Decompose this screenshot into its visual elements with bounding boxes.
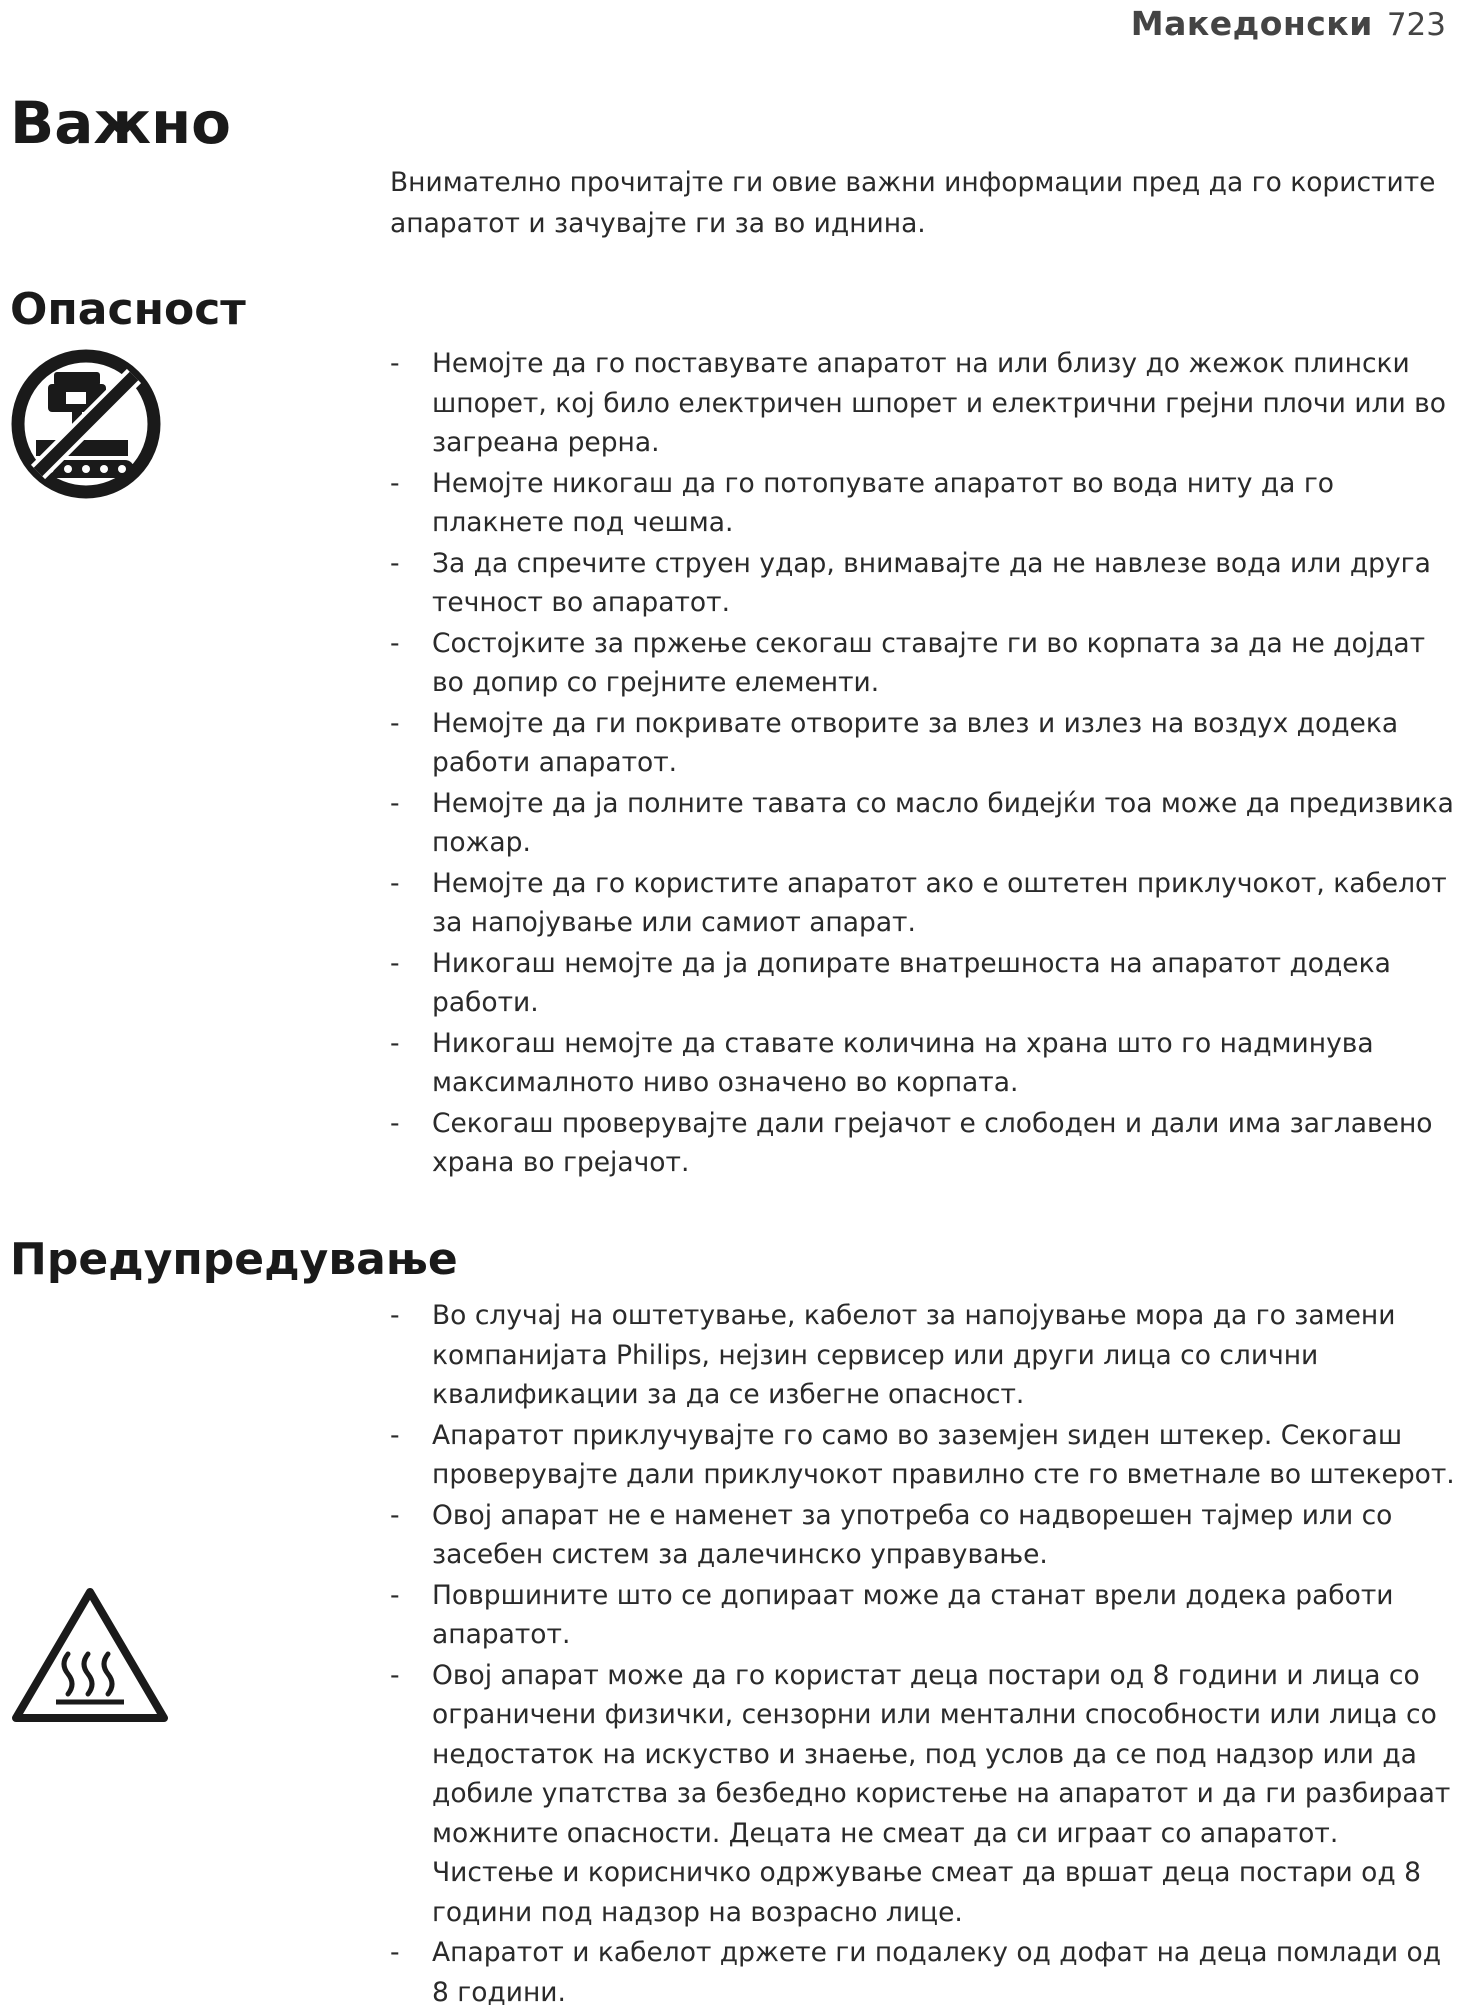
list-item: - Во случај на оштетување, кабелот за напојување мора да го замени компанијата Philips, нејзин сервисер или други лица со слични квалификации за да се избегне опасност. bbox=[390, 1300, 1396, 1410]
list-item: - Немојте да ја полните тавата со масло бидејќи тоа може да предизвика пожар. bbox=[390, 787, 1454, 858]
danger-list bbox=[390, 344, 1458, 1184]
list-item: - Секогаш проверувајте дали грејачот е слободен и дали има заглавено храна во грејачот. bbox=[390, 1107, 1433, 1178]
list-item: - За да спречите струен удар, внимавајте да не навлезе вода или друга течност во апаратот. bbox=[390, 547, 1431, 618]
list-item: - Немојте да ги покривате отворите за влез и излез на воздух додека работи апаратот. bbox=[390, 707, 1399, 778]
list-item: - Овој апарат не е наменет за употреба со надворешен тајмер или со засебен систем за далечинско управување. bbox=[390, 1499, 1393, 1570]
no-heat-surface-icon bbox=[10, 348, 162, 504]
list-item: - Апаратот и кабелот држете ги подалеку од дофат на деца помлади од 8 години. bbox=[390, 1937, 1442, 2008]
list-item: - Никогаш немојте да ја допирате внатрешноста на апаратот додека работи. bbox=[390, 947, 1391, 1018]
list-item: - Немојте да го поставувате апаратот на или близу до жежок плински шпорет, кој било електричен шпорет и електрични грејни плочи или во загреана рерна. bbox=[390, 348, 1446, 458]
hot-surface-warning-icon bbox=[10, 1584, 170, 1728]
warning-heading: Предупредување bbox=[10, 1234, 458, 1285]
list-item: - Овој апарат може да го користат деца постари од 8 години и лица со ограничени физички, сензорни или ментални способности или лица со недостаток на искуство и знаење, под услов да се под надзор или да добиле упатства за безбедно користење на апаратот и да ги разбираат можните опасности. Децата не смеат да си играат со апаратот. Чистење и корисничко одржување смеат да вршат деца постари од 8 години под надзор на возрасно лице. bbox=[390, 1659, 1451, 1928]
list-item: - Површините што се допираат може да станат врели додека работи апаратот. bbox=[390, 1579, 1394, 1650]
important-heading: Важно bbox=[10, 89, 231, 157]
list-item: - Никогаш немојте да ставате количина на храна што го надминува максималното ниво означено во корпата. bbox=[390, 1027, 1374, 1098]
page-header bbox=[1131, 4, 1446, 45]
list-item: - Состојките за пржење секогаш ставајте ги во корпата за да не дојдат во допир со грејните елементи. bbox=[390, 627, 1426, 698]
list-item: - Немојте никогаш да го потопувате апаратот во вода ниту да го плакнете под чешма. bbox=[390, 467, 1334, 538]
list-item: - Немојте да го користите апаратот ако е оштетен приклучокот, кабелот за напојување или самиот апарат. bbox=[390, 867, 1447, 938]
warning-list bbox=[390, 1296, 1458, 2013]
danger-heading: Опасност bbox=[10, 284, 246, 335]
intro-paragraph: Внимателно прочитајте ги овие важни информации пред да го користите апаратот и зачувајте ги за во иднина. bbox=[390, 167, 1436, 239]
language-label: Македонски bbox=[1130, 4, 1373, 43]
list-item: - Апаратот приклучувајте го само во заземјен ѕиден штекер. Секогаш проверувајте дали приклучокот правилно сте го вметнале во штекерот. bbox=[390, 1419, 1455, 1490]
page-number: 723 bbox=[1386, 7, 1446, 43]
